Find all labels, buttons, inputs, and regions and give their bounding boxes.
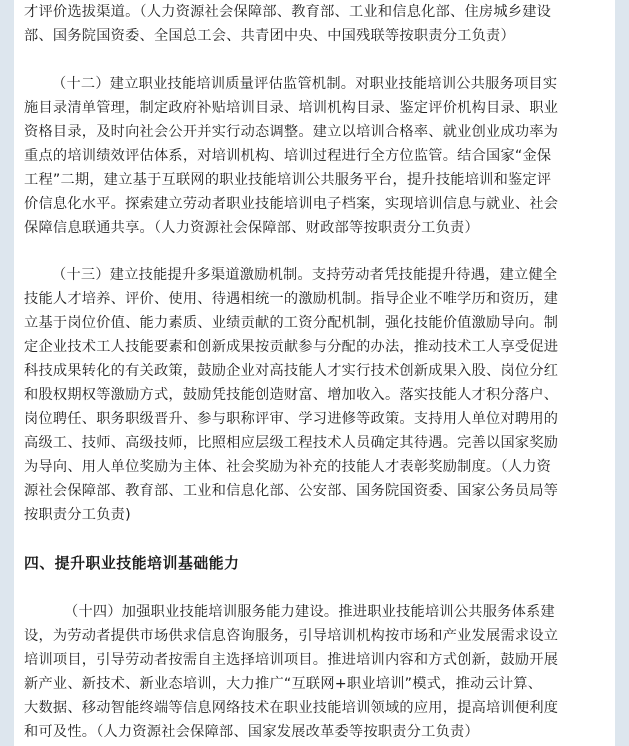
text-line: 高级工、技师、高级技师，比照相应层级工程技术人员确定其待遇。完善以国家奖励 [24, 435, 559, 451]
text-line: 和股权期权等激励方式，鼓励凭技能创造财富、增加收入。落实技能人才积分落户、 [24, 387, 559, 403]
text-line: 资格目录，及时向社会公开并实行动态调整。建立以培训合格率、就业创业成功率为 [24, 124, 559, 140]
text-line: 工程”二期，建立基于互联网的职业技能培训公共服务平台，提升技能培训和鉴定评 [24, 172, 552, 188]
text-line: 科技成果转化的有关政策，鼓励企业对高技能人才实行技术创新成果入股、岗位分红 [24, 363, 559, 379]
text-line: 立基于岗位价值、能力素质、业绩贡献的工资分配机制，强化技能价值激励导向。制 [24, 315, 559, 331]
text-line: 源社会保障部、教育部、工业和信息化部、公安部、国务院国资委、国家公务员局等 [24, 483, 559, 499]
text-line: 重点的培训绩效评估体系，对培训机构、培训过程进行全方位监管。结合国家“金保 [24, 148, 552, 164]
text-line: 新产业、新技术、新业态培训，大力推广“互联网+职业培训”模式，推动云计算、 [24, 676, 543, 692]
text-line: 定企业技术工人技能要素和创新成果按贡献参与分配的办法，推动技术工人享受促进 [24, 339, 559, 355]
text-line: 才评价选拔渠道。（人力资源社会保障部、教育部、工业和信息化部、住房城乡建设 [24, 4, 552, 20]
text-line: 为导向、用人单位奖励为主体、社会奖励为补充的技能人才表彰奖励制度。（人力资 [24, 459, 552, 475]
text-line: 价信息化水平。探索建立劳动者职业技能培训电子档案，实现培训信息与就业、社会 [24, 196, 559, 212]
text-line: 技能人才培养、评价、使用、待遇相统一的激励机制。指导企业不唯学历和资历，建 [24, 291, 559, 307]
intro-paragraph-tail [24, 0, 608, 48]
paragraph-14 [24, 600, 608, 744]
paragraph-12 [24, 72, 608, 240]
section-heading: 四、提升职业技能培训基础能力 [24, 555, 240, 572]
text-line: 岗位聘任、职务职级晋升、参与职称评审、学习进修等政策。支持用人单位对聘用的 [24, 411, 559, 427]
text-line: 按职责分工负责) [24, 507, 131, 523]
text-line: 培训项目，引导劳动者按需自主选择培训项目。推进培训内容和方式创新，鼓励开展 [24, 652, 559, 668]
text-line: 大数据、移动智能终端等信息网络技术在职业技能培训领域的应用，提高培训便利度 [24, 700, 559, 716]
text-line: （十四）加强职业技能培训服务能力建设。推进职业技能培训公共服务体系建 [64, 604, 555, 620]
text-line: （十二）建立职业技能培训质量评估监管机制。对职业技能培训公共服务项目实 [52, 76, 558, 92]
paragraph-13 [24, 263, 608, 527]
article-page [14, 0, 615, 746]
text-line: 和可及性。（人力资源社会保障部、国家发展改革委等按职责分工负责） [24, 724, 479, 740]
text-line: 施目录清单管理，制定政府补贴培训目录、培训机构目录、鉴定评价机构目录、职业 [24, 100, 559, 116]
text-line: （十三）建立技能提升多渠道激励机制。支持劳动者凭技能提升待遇，建立健全 [52, 267, 558, 283]
text-line: 设，为劳动者提供市场供求信息咨询服务，引导培训机构按市场和产业发展需求设立 [24, 628, 559, 644]
text-line: 部、国务院国资委、全国总工会、共青团中央、中国残联等按职责分工负责） [24, 28, 515, 44]
text-line: 保障信息联通共享。（人力资源社会保障部、财政部等按职责分工负责） [24, 220, 479, 236]
